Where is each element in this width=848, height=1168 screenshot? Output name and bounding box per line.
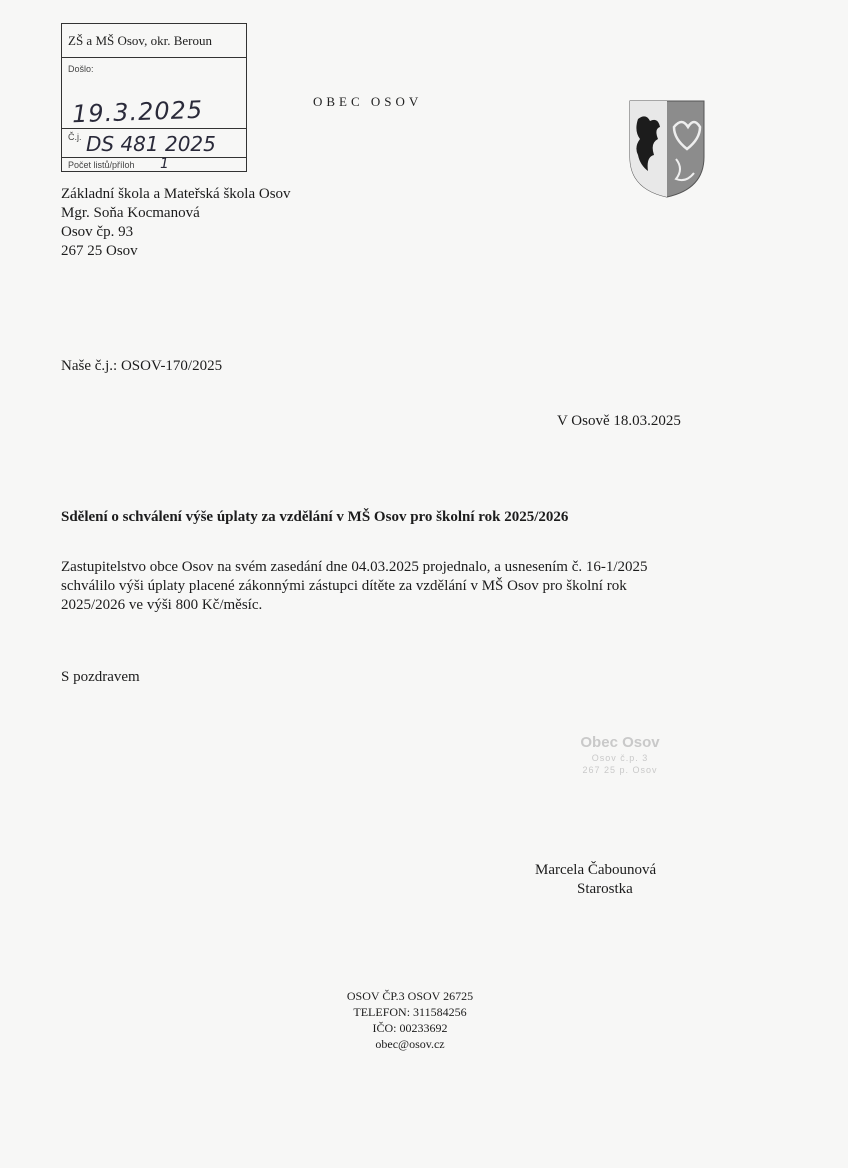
stamp-school-name: ZŠ a MŠ Osov, okr. Beroun [62,24,246,58]
registry-stamp [61,23,247,172]
footer-contact [300,988,520,1052]
date-place: V Osově 18.03.2025 [557,413,681,429]
stamp-cj-value: DS 481 2025 [86,132,216,156]
signer-role: Starostka [577,881,633,897]
official-stamp [540,728,700,818]
municipality-header: OBEC OSOV [313,94,423,109]
official-stamp-line: Osov č.p. 3 [591,753,649,763]
body-line: 2025/2026 ve výši 800 Kč/měsíc. [61,597,263,613]
footer-ico: IČO: 00233692 [372,1021,448,1035]
subject-line: Sdělení o schválení výše úplaty za vzdělání v MŠ Osov pro školní rok 2025/2026 [61,509,569,525]
recipient-line: Základní škola a Mateřská škola Osov [61,186,291,202]
footer-address: OSOV ČP.3 OSOV 26725 [346,989,474,1003]
recipient-line: Osov čp. 93 [61,224,134,240]
footer-phone: TELEFON: 311584256 [353,1005,467,1019]
body-paragraph [61,558,648,615]
stamp-received-date: 19.3.2025 [71,95,204,129]
stamp-divider [62,128,246,129]
official-stamp-line: Obec Osov [580,734,660,751]
stamp-divider [62,157,246,158]
stamp-count-value: 1 [160,156,169,172]
footer-email: obec@osov.cz [375,1037,445,1051]
official-stamp-line: 267 25 p. Osov [582,765,658,775]
stamp-cj-label: Č.j. [68,132,82,142]
recipient-line: Mgr. Soňa Kocmanová [61,205,200,221]
recipient-line: 267 25 Osov [61,243,138,259]
body-line: schválilo výši úplaty placené zákonnými zástupci dítěte za vzdělání v MŠ Osov pro školní rok [61,578,627,594]
greeting: S pozdravem [61,669,140,685]
stamp-received-label: Došlo: [68,64,94,74]
reference-number: Naše č.j.: OSOV-170/2025 [61,358,223,374]
stamp-count-label: Počet listů/příloh [68,160,135,170]
coat-of-arms-icon [628,99,706,199]
recipient-address [61,185,291,261]
signer-name: Marcela Čabounová [535,862,657,878]
body-line: Zastupitelstvo obce Osov na svém zasedání dne 04.03.2025 projednalo, a usnesením č. 16-1/2025 [61,559,648,575]
